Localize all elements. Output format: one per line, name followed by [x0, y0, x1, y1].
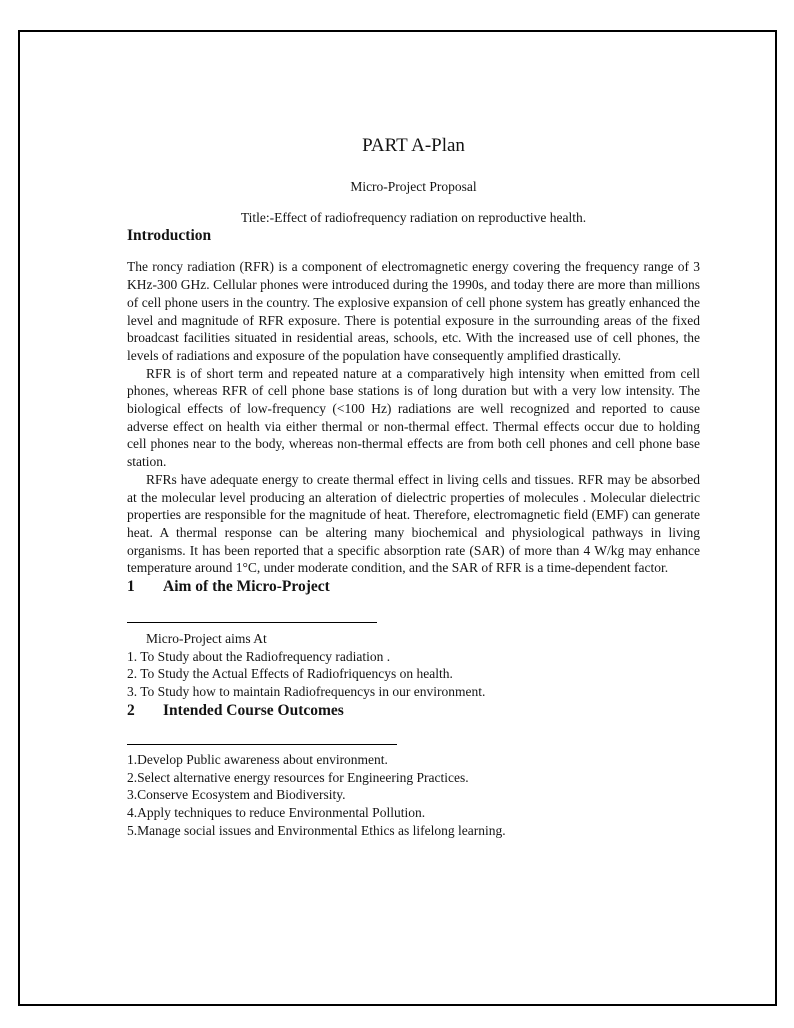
introduction-body [127, 258, 700, 577]
section-1-number: 1 [127, 578, 135, 596]
page-content [127, 32, 700, 839]
section-2-heading [127, 701, 700, 720]
outcome-item-4: 4.Apply techniques to reduce Environmental Pollution. [127, 804, 426, 820]
aim-item-3: 3. To Study how to maintain Radiofrequencys in our environment. [127, 684, 486, 700]
intro-paragraph-2: RFR is of short term and repeated nature at a comparatively high intensity when emitted from cell phones, whereas RFR of cell phone base stations is of long duration but with a very low intensity. The biological effects of low-frequency (<100 Hz) radiations are well recognized and reported to cause adverse effect on health via either thermal or non-thermal effect. Thermal effects occur due to holding cell phones near to the body, whereas non-thermal effects are from both cell phones and cell phone base station. [127, 365, 700, 470]
outcome-item-3: 3.Conserve Ecosystem and Biodiversity. [127, 787, 346, 803]
aims-lead-line: Micro-Project aims At [146, 631, 267, 647]
page-title: PART A-Plan [362, 135, 465, 156]
outcome-item-1: 1.Develop Public awareness about environment. [127, 751, 388, 767]
introduction-heading: Introduction [127, 227, 212, 245]
aim-item-2: 2. To Study the Actual Effects of Radiofriquencys on health. [127, 666, 453, 682]
divider-rule-2 [127, 744, 397, 745]
aim-item-1: 1. To Study about the Radiofrequency radiation . [127, 648, 391, 664]
proposal-subtitle: Micro-Project Proposal [350, 179, 477, 194]
divider-rule-1 [127, 622, 377, 623]
outcome-item-5: 5.Manage social issues and Environmental Ethics as lifelong learning. [127, 822, 506, 838]
outcomes-list [127, 751, 700, 840]
section-2-number: 2 [127, 701, 135, 719]
section-2-title: Intended Course Outcomes [163, 701, 344, 719]
page-border-frame [18, 30, 777, 1006]
project-title-line: Title:-Effect of radiofrequency radiation on reproductive health. [240, 209, 587, 225]
section-1-title: Aim of the Micro-Project [163, 578, 330, 596]
aims-list [127, 648, 700, 701]
outcome-item-2: 2.Select alternative energy resources for Engineering Practices. [127, 769, 469, 785]
section-1-heading [127, 577, 700, 596]
intro-paragraph-3: RFRs have adequate energy to create thermal effect in living cells and tissues. RFR may be absorbed at the molecular level producing an alteration of dielectric properties of molecules . Molecular dielectric properties are responsible for the magnitude of heat. Therefore, electromagnetic field (EMF) can generate heat. A thermal response can be altering many biochemical and physiological pathways in living organisms. It has been reported that a specific absorption rate (SAR) of more than 4 W/kg may enhance temperature around 1°C, under moderate condition, and the SAR of RFR is a time-dependent factor. [127, 471, 700, 576]
intro-paragraph-1: The roncy radiation (RFR) is a component of electromagnetic energy covering the frequency range of 3 KHz-300 GHz. Cellular phones were introduced during the 1990s, and today there are more than millions of cell phone users in the country. The explosive expansion of cell phone system has greatly enhanced the level and magnitude of RFR exposure. There is potential exposure in the surrounding areas of the fixed broadcast facilities situated in residential areas, schools, etc. With the increased use of cell phones, the levels of radiations and exposure of the population have consequently amplified drastically. [127, 259, 700, 363]
